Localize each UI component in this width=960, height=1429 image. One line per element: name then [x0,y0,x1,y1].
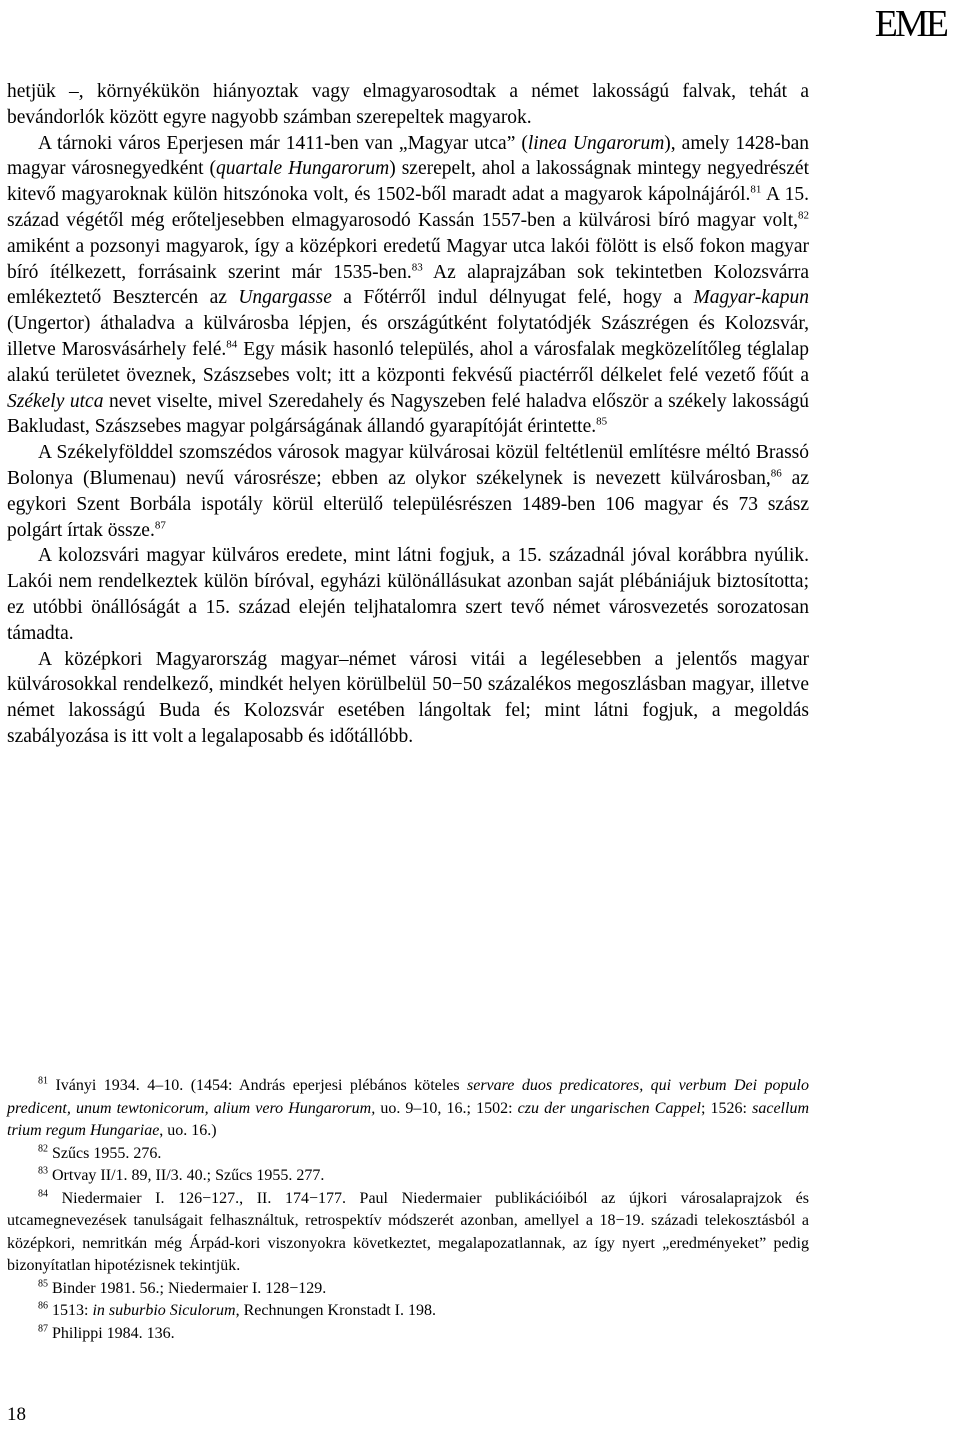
footnote-ref-84[interactable]: 84 [226,338,238,351]
body-text [7,79,809,750]
footnote-ref-86[interactable]: 86 [770,467,782,480]
paragraph-1: hetjük –, környékükön hiányoztak vagy elmagyarosodtak a német lakosságú falvak, tehát a bevándorlók között egyre nagyobb számban szerepeltek magyarok. [7,81,809,128]
footnote-ref-81[interactable]: 81 [750,183,762,196]
footnote-ref-82[interactable]: 82 [798,209,809,222]
footnote-82: $^{82}$ Szűcs 1955. 276. [38,1143,162,1162]
footnote-ref-87[interactable]: 87 [154,519,166,532]
footnote-85: $^{85}$ Binder 1981. 56.; Niedermaier I. 128−129. [38,1278,327,1297]
footnotes [7,1075,809,1345]
paragraph-2: A tárnoki város Eperjesen már 1411-ben van „Magyar utca” (linea Ungarorum), amely 1428-ban magyar városnegyedként (quartale Hungarorum) szerepelt, ahol a lakosságnak mintegy negyedrészét kitevő magyaroknak külön hitszónoka volt, és 1502-ből maradt adat a magyarok kápolnájáról.$^{81}$ A 15. század végétől még erőteljesebben elmagyarosodó Kassán 1557-ben a külvárosi bíró magyar volt,$^{82}$ amiként a pozsonyi magyarok, így a középkori eredetű Magyar utca lakói fölött is első fokon magyar bíró ítélkezett, forrásaink szerint már 1535-ben.$^{83}$ Az alaprajzában sok tekintetben Kolozsvárra emlékeztető Besztercén az Ungargasse a Főtérről indul délnyugat felé, hogy a Magyar-kapun (Ungertor) áthaladva a külvárosba lépjen, és országútként folytatódjék Szászrégen és Kolozsvár, illetve Marosvásárhely felé.$^{84}$ Egy másik hasonló település, ahol a városfalak megközelítőleg téglalap alakú területet öveznek, Szászsebes volt; itt a központi fekvésű piactérről délkelet felé vezető főút a Székely utca nevet viselte, mivel Szeredahely és Nagyszeben felé haladva először a székely lakosságú Bakludast, Szászsebes magyar polgárságának állandó gyarapítóját érintette.$^{85}$ [7,132,809,438]
page-number: 18 [7,1404,26,1425]
footnote-87: $^{87}$ Philippi 1984. 136. [38,1323,175,1342]
footnote-ref-83[interactable]: 83 [411,261,423,274]
footnote-81: $^{81}$ Iványi 1934. 4–10. (1454: András eperjesi plébános köteles servare duos predicatores, qui verbum Dei populo predicent, unum tewtonicorum, alium vero Hungarorum, uo. 9–10, 16.; 1502: czu der ungarischen Cappel; 1526: sacellum trium regum Hungariae, uo. 16.) [7,1075,809,1139]
footnote-86: $^{86}$ 1513: in suburbio Siculorum, Rechnungen Kronstadt I. 198. [38,1300,436,1319]
footnote-ref-85[interactable]: 85 [596,415,608,428]
footnote-83: $^{83}$ Ortvay II/1. 89, II/3. 40.; Szűcs 1955. 277. [38,1165,325,1184]
paragraph-4: A kolozsvári magyar külváros eredete, mint látni fogjuk, a 15. századnál jóval korábbra nyúlik. Lakói nem rendelkeztek külön bíróval, egyházi különállásukat azonban saját plébániájuk biztosította; ez utóbbi önállóságát a 15. század elején teljhatalomra szert tevő német városvezetés sorozatosan támadta. [7,545,809,644]
header-logo: EME [874,3,946,45]
footnote-84: $^{84}$ Niedermaier I. 126−127., II. 174−177. Paul Niedermaier publikációiból az újkori városalaprajzok és utcamegnevezések tanulságait felhasználtuk, retrospektív módszerét azonban, amellyel a 18−19. századi telekosztásból a középkori, nemritkán még Árpád-kori viszonyokra következtet, megalapozatlannak, az így nyert „eredményeket” pedig bizonyítatlan hipotézisnek tekintjük. [7,1188,809,1274]
paragraph-3: A Székelyfölddel szomszédos városok magyar külvárosai közül feltétlenül említésre méltó Brassó Bolonya (Blumenau) nevű városrésze; ebben az olykor székelynek is nevezett külvárosban,$^{86}$ az egykori Szent Borbála ispotály körül elterülő településrészen 1489-ben 106 magyar és 73 szász polgárt írtak össze.$^{87}$ [7,442,809,541]
paragraph-5: A középkori Magyarország magyar–német városi vitái a legélesebben a jelentős magyar külvárosokkal rendelkező, mindkét helyen körülbelül 50−50 százalékos megoszlásban magyar, illetve német lakosságú Buda és Kolozsvár esetében lángoltak fel; mint látni fogjuk, a megoldás szabályozása is itt volt a legalaposabb és időtállóbb. [7,648,809,747]
